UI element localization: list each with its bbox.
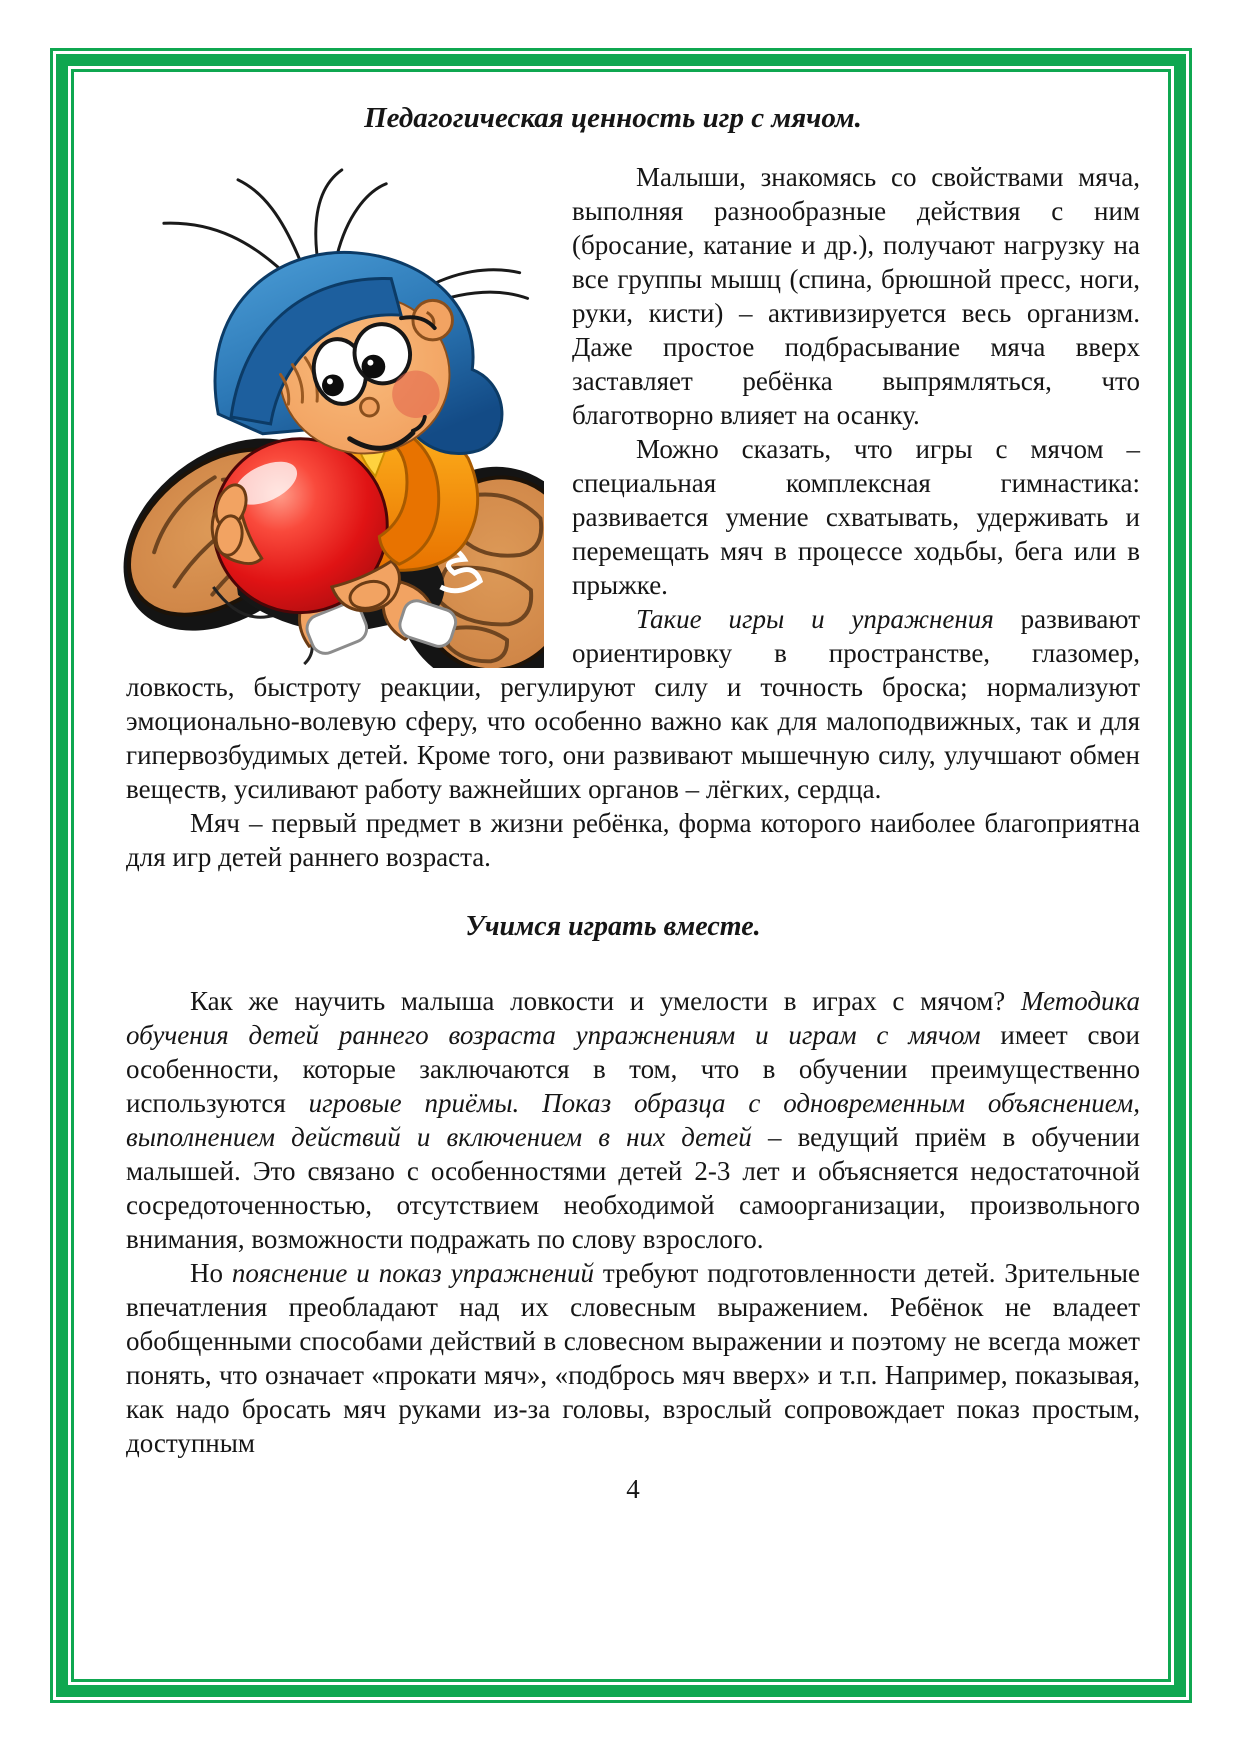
page-number: 4 xyxy=(626,1474,640,1504)
body-paragraph-2: Мяч – первый предмет в жизни ребёнка, форма которого наиболее благоприятна для игр детей раннего возраста. xyxy=(126,808,1140,872)
cheek-blush xyxy=(392,371,439,418)
section2-paragraph-2: Но пояснение и показ упражнений требуют подготовленности детей. Зрительные впечатления преобладают над их словесным выражением. Ребёнок не владеет обобщенными способами действий в словесном выражении и поэтому не всегда может понять, что означает «прокати мяч», «подбрось мяч вверх» и т.п. Например, показывая, как надо бросать мяч руками из-за головы, взрослый сопровождает показ простым, доступным xyxy=(126,1258,1140,1458)
section-title: Учимся играть вместе. xyxy=(465,911,761,942)
boy-with-ball-illustration xyxy=(102,162,544,668)
nose-shape xyxy=(361,398,379,416)
page-border-frame xyxy=(50,48,1192,1703)
body-paragraph-1: Такие игры и упражнения развивают ориентировку в пространстве, глазомер, ловкость, быстроту реакции, регулируют силу и точность броска; нормализуют эмоционально-волевую сферу, что особенно важно как для малоподвижных, так и для гипервозбудимых детей. Кроме того, они развивают мышечную силу, улучшают обмен веществ, усиливают работу важнейших органов – лёгких, сердца. xyxy=(126,604,1140,804)
intro-paragraph-2: Можно сказать, что игры с мячом – специальная комплексная гимнастика: развивается умение схватывать, удерживать и перемещать мяч в процессе ходьбы, бега или в прыжке. xyxy=(572,434,1140,600)
body-text xyxy=(126,160,1140,1506)
intro-paragraph-1: Малыши, знакомясь со свойствами мяча, выполняя разнообразные действия с ним (бросание, катание и др.), получают нагрузку на все группы мышц (спина, брюшной пресс, ноги, руки, кисти) – активизируется весь организм. Даже простое подбрасывание мяча вверх заставляет ребёнка выпрямляться, что благотворно влияет на осанку. xyxy=(572,162,1140,430)
page-content xyxy=(71,69,1171,1682)
page-title: Педагогическая ценность игр с мячом. xyxy=(364,102,862,134)
section2-paragraph-1: Как же научить малыша ловкости и умелости в играх с мячом? Методика обучения детей раннего возраста упражнениям и играм с мячом имеет свои особенности, которые заключаются в том, что в обучении преимущественно используются игровые приёмы. Показ образца с одновременным объяснением, выполнением действий и включением в них детей – ведущий приём в обучении малышей. Это связано с особенностями детей 2-3 лет и объясняется недостаточной сосредоточенностью, отсутствием необходимой самоорганизации, произвольного внимания, возможности подражать по слову взрослого. xyxy=(126,986,1141,1254)
page-border-band xyxy=(56,54,1186,1697)
